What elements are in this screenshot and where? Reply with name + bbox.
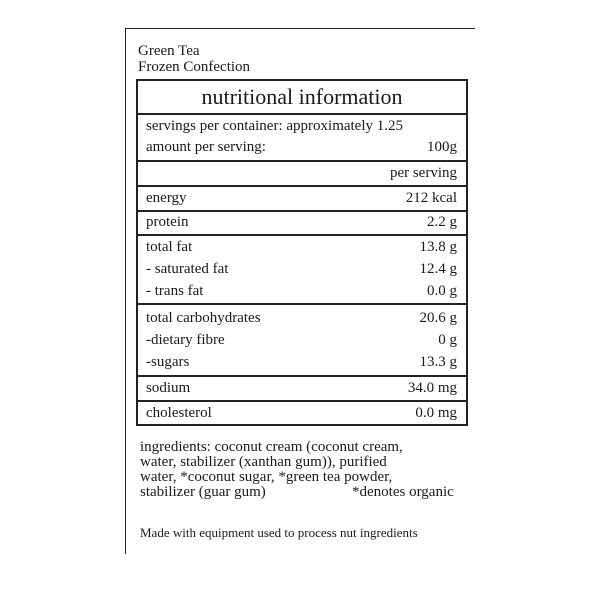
cholesterol-label: cholesterol	[146, 405, 212, 421]
product-name-line-2: Frozen Confection	[138, 59, 251, 75]
trans-fat-label: - trans fat	[146, 283, 204, 299]
ingredients-line-2: water, stabilizer (xanthan gum)), purified	[140, 454, 387, 470]
total-carbohydrates-value: 20.6 g	[419, 310, 457, 326]
product-name-line-1: Green Tea	[138, 43, 200, 59]
amount-value: 100g	[427, 139, 457, 155]
energy-label: energy	[146, 190, 187, 206]
sugars-value: 13.3 g	[419, 354, 457, 370]
total-fat-value: 13.8 g	[419, 239, 457, 255]
energy-value: 212 kcal	[405, 190, 457, 206]
sodium-label: sodium	[146, 380, 191, 396]
nutrition-label-panel	[125, 28, 475, 554]
ingredients-line-3: water, *coconut sugar, *green tea powder,	[140, 469, 393, 485]
panel-top-border	[125, 28, 475, 29]
panel-left-border	[125, 28, 126, 554]
ingredients-block	[140, 440, 470, 500]
dietary-fibre-value: 0 g	[438, 332, 457, 348]
energy-divider	[138, 210, 466, 212]
total-carbohydrates-label: total carbohydrates	[146, 310, 261, 326]
ingredients-line-1: ingredients: coconut cream (coconut cream,	[140, 439, 403, 455]
cholesterol-value: 0.0 mg	[415, 405, 457, 421]
protein-value: 2.2 g	[427, 214, 457, 230]
product-name	[138, 43, 250, 75]
organic-note: *denotes organic	[352, 484, 454, 500]
carbohydrates-divider	[138, 375, 466, 377]
fat-divider	[138, 303, 466, 305]
facts-title: nutritional information	[201, 84, 403, 109]
total-fat-label: total fat	[146, 239, 193, 255]
servings-label: servings per container: approximately 1.25	[146, 118, 404, 134]
protein-label: protein	[146, 214, 189, 230]
sodium-value: 34.0 mg	[407, 380, 457, 396]
saturated-fat-label: - saturated fat	[146, 261, 229, 277]
header-divider	[138, 185, 466, 187]
trans-fat-value: 0.0 g	[427, 283, 457, 299]
nutrition-facts-table	[136, 79, 468, 426]
sugars-label: -sugars	[146, 354, 190, 370]
title-divider	[138, 113, 466, 115]
amount-label: amount per serving:	[146, 139, 266, 155]
protein-divider	[138, 234, 466, 236]
servings-divider	[138, 160, 466, 162]
per-serving-header: per serving	[389, 165, 457, 181]
saturated-fat-value: 12.4 g	[419, 261, 457, 277]
dietary-fibre-label: -dietary fibre	[146, 332, 225, 348]
sodium-divider	[138, 400, 466, 402]
ingredients-line-4: stabilizer (guar gum)	[140, 484, 266, 500]
allergen-note: Made with equipment used to process nut ingredients	[140, 525, 418, 540]
